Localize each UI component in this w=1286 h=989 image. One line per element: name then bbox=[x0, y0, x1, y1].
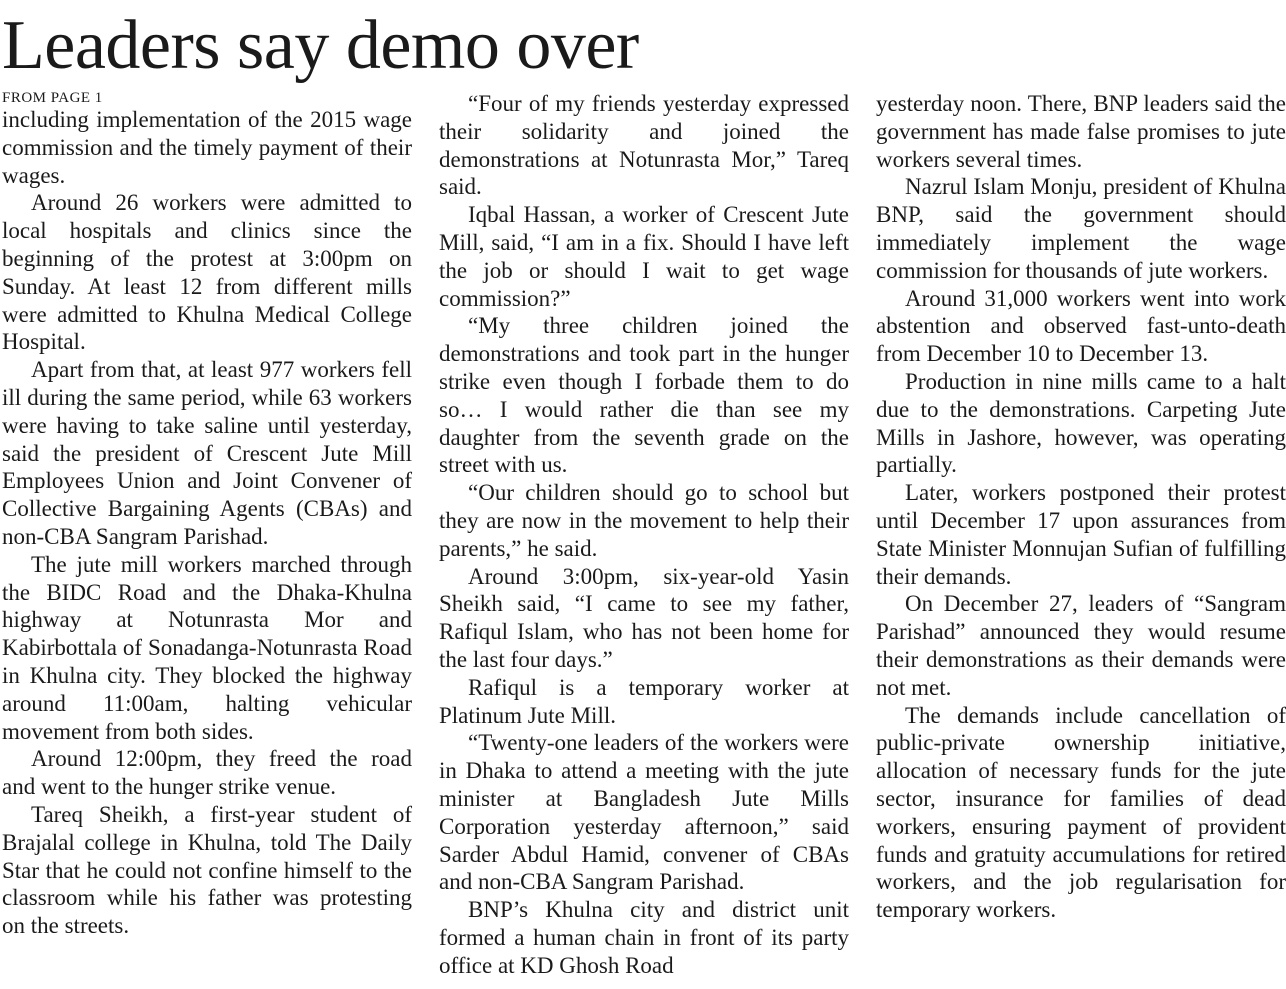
paragraph: Iqbal Hassan, a worker of Crescent Jute Mill, said, “I am in a fix. Should I have left the job or should I wait to get wage commission?” bbox=[439, 202, 849, 311]
jump-line: FROM PAGE 1 bbox=[2, 90, 103, 106]
paragraph: Later, workers postponed their protest until December 17 upon assurances from State Minister Monnujan Sufian of fulfilling their demands. bbox=[876, 480, 1286, 589]
article-column-2 bbox=[439, 90, 849, 980]
paragraph: including implementation of the 2015 wage commission and the timely payment of their wages. bbox=[2, 107, 412, 188]
paragraph: On December 27, leaders of “Sangram Parishad” announced they would resume their demonstrations as their demands were not met. bbox=[876, 591, 1286, 700]
paragraph: The demands include cancellation of public-private ownership initiative, allocation of necessary funds for the jute sector, insurance for families of dead workers, ensuring payment of provident funds and gratuity accumulations for retired workers, and the job regularisation for temporary workers. bbox=[876, 702, 1286, 923]
paragraph: Production in nine mills came to a halt due to the demonstrations. Carpeting Jute Mills in Jashore, however, was operating partially. bbox=[876, 368, 1286, 478]
paragraph: “Our children should go to school but they are now in the movement to help their parents,” he said. bbox=[439, 480, 849, 561]
article-column-1 bbox=[2, 90, 412, 940]
paragraph: Nazrul Islam Monju, president of Khulna BNP, said the government should immediately implement the wage commission for thousands of jute workers. bbox=[876, 174, 1286, 283]
paragraph: Around 12:00pm, they freed the road and went to the hunger strike venue. bbox=[2, 746, 412, 800]
paragraph: yesterday noon. There, BNP leaders said the government has made false promises to jute workers several times. bbox=[876, 91, 1286, 172]
paragraph: Rafiqul is a temporary worker at Platinum Jute Mill. bbox=[439, 674, 849, 728]
paragraph: “Twenty-one leaders of the workers were in Dhaka to attend a meeting with the jute minister at Bangladesh Jute Mills Corporation yesterday afternoon,” said Sarder Abdul Hamid, convener of CBAs and non-CBA Sangram Parishad. bbox=[439, 730, 849, 895]
headline: Leaders say demo over bbox=[2, 7, 639, 84]
paragraph: Apart from that, at least 977 workers fell ill during the same period, while 63 workers were having to take saline until yesterday, said the president of Crescent Jute Mill Employees Union and Joint Convener of Collective Bargaining Agents (CBAs) and non-CBA Sangram Parishad. bbox=[2, 357, 412, 549]
paragraph: “Four of my friends yesterday expressed their solidarity and joined the demonstrations at Notunrasta Mor,” Tareq said. bbox=[439, 91, 849, 200]
paragraph: The jute mill workers marched through the BIDC Road and the Dhaka-Khulna highway at Notunrasta Mor and Kabirbottala of Sonadanga-Notunrasta Road in Khulna city. They blocked the highway around 11:00am, halting vehicular movement from both sides. bbox=[2, 551, 412, 744]
paragraph: BNP’s Khulna city and district unit formed a human chain in front of its party office at KD Ghosh Road bbox=[439, 897, 849, 978]
paragraph: “My three children joined the demonstrations and took part in the hunger strike even though I forbade them to do so… I would rather die than see my daughter from the seventh grade on the street with us. bbox=[439, 313, 849, 478]
article-column-3 bbox=[876, 90, 1286, 924]
paragraph: Around 31,000 workers went into work abstention and observed fast-unto-death from December 10 to December 13. bbox=[876, 285, 1286, 367]
paragraph: Tareq Sheikh, a first-year student of Brajalal college in Khulna, told The Daily Star that he could not confine himself to the classroom while his father was protesting on the streets. bbox=[2, 801, 412, 939]
paragraph: Around 3:00pm, six-year-old Yasin Sheikh said, “I came to see my father, Rafiqul Islam, who has not been home for the last four days.” bbox=[439, 563, 849, 672]
paragraph: Around 26 workers were admitted to local hospitals and clinics since the beginning of the protest at 3:00pm on Sunday. At least 12 from different mills were admitted to Khulna Medical College Hospital. bbox=[2, 190, 412, 355]
